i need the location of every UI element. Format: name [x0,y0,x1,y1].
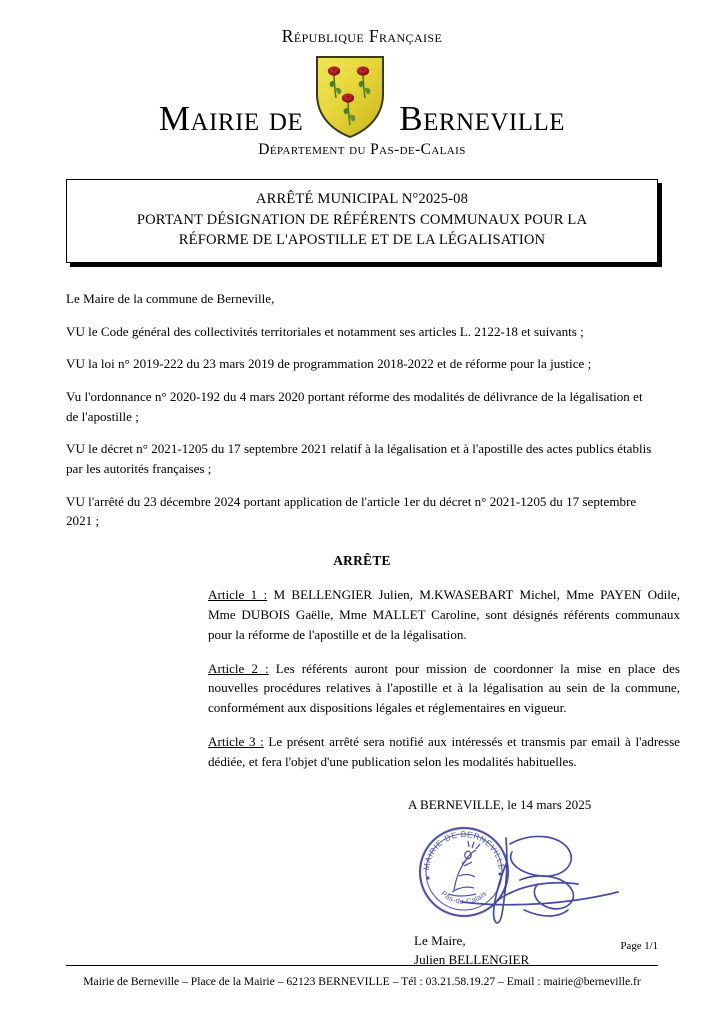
title-line-1: ARRÊTÉ MUNICIPAL N°2025-08 [255,191,469,207]
departement-heading: Département du Pas-de-Calais [258,140,466,158]
title-box-wrapper [66,179,658,263]
article-text: Le présent arrêté sera notifié aux intéressés et transmis par email à l'adresse dédiée, et fera l'objet d'une publication selon les modalités habituelles. [208,734,680,770]
article-label: Article 3 : [208,734,264,750]
article-item [208,732,680,772]
arrete-heading: ARRÊTE [333,552,391,568]
preamble-paragraph: Vu l'ordonnance n° 2020-192 du 4 mars 2020 portant réforme des modalités de délivrance de la légalisation et de l'apostille ; [66,389,643,424]
signature-graphic-area [402,814,692,932]
signature-place-date: A BERNEVILLE, le 14 mars 2025 [408,797,592,813]
preamble-paragraph: VU le Code général des collectivités territoriales et notamment ses articles L. 2122-18 et suivants ; [66,323,584,339]
article-item [208,659,680,719]
preamble-paragraph: VU le décret n° 2021-1205 du 17 septembre 2021 relatif à la légalisation et à l'apostille des actes publics établis par les autorités françaises ; [66,441,652,476]
signature-name-line: Julien BELLENGIER [414,951,530,967]
svg-text:Pas-de-Calais: Pas-de-Calais [439,889,489,907]
title-line-2: PORTANT DÉSIGNATION DE RÉFÉRENTS COMMUNAUX POUR LA [136,211,588,228]
berneville-text: Berneville [399,99,566,138]
mairie-title-row [0,52,724,138]
title-line-3: RÉFORME DE L'APOSTILLE ET DE LA LÉGALISATION [178,232,546,249]
arrete-title-box [66,179,658,263]
document-header [0,0,724,157]
preamble-block [66,289,658,531]
articles-block [208,585,680,772]
article-item [208,585,680,645]
page-number: Page 1/1 [620,940,658,952]
article-label: Article 2 : [208,660,269,676]
article-text: Les référents auront pour mission de coordonner la mise en place des nouvelles procédures relatives à l'apostille et à la légalisation au sein de la commune, conformément aux dispositions légales et réglementaires en vigueur. [208,660,680,716]
article-label: Article 1 : [208,586,268,602]
signature-title-line: Le Maire, [414,933,466,949]
coat-of-arms-shield-icon [313,54,387,145]
republique-francaise-heading: République Française [281,26,443,46]
preamble-paragraph: VU la loi n° 2019-222 du 23 mars 2019 de programmation 2018-2022 et de réforme pour la justice ; [66,356,592,372]
coat-of-arms-slot [311,80,389,158]
signature-block [0,796,724,969]
preamble-paragraph: Le Maire de la commune de Berneville, [66,291,275,307]
article-text: M BELLENGIER Julien, M.KWASEBART Michel, Mme PAYEN Odile, Mme DUBOIS Gaëlle, Mme MALLET Caroline, sont désignés référents communaux pour la réforme de l'apostille et de la légalisation. [208,586,680,642]
mairie-de-text: Mairie de [158,99,304,138]
footer-divider [66,965,658,966]
preamble-paragraph: VU l'arrêté du 23 décembre 2024 portant application de l'article 1er du décret n° 2021-1205 du 17 septembre 2021 ; [66,493,637,529]
footer-contact-line: Mairie de Berneville – Place de la Mairie – 62123 BERNEVILLE – Tél : 03.21.58.19.27 – Email : mairie@berneville.fr [83,975,641,988]
svg-text:MAIRIE DE BERNEVILLE: MAIRIE DE BERNEVILLE [421,830,507,872]
